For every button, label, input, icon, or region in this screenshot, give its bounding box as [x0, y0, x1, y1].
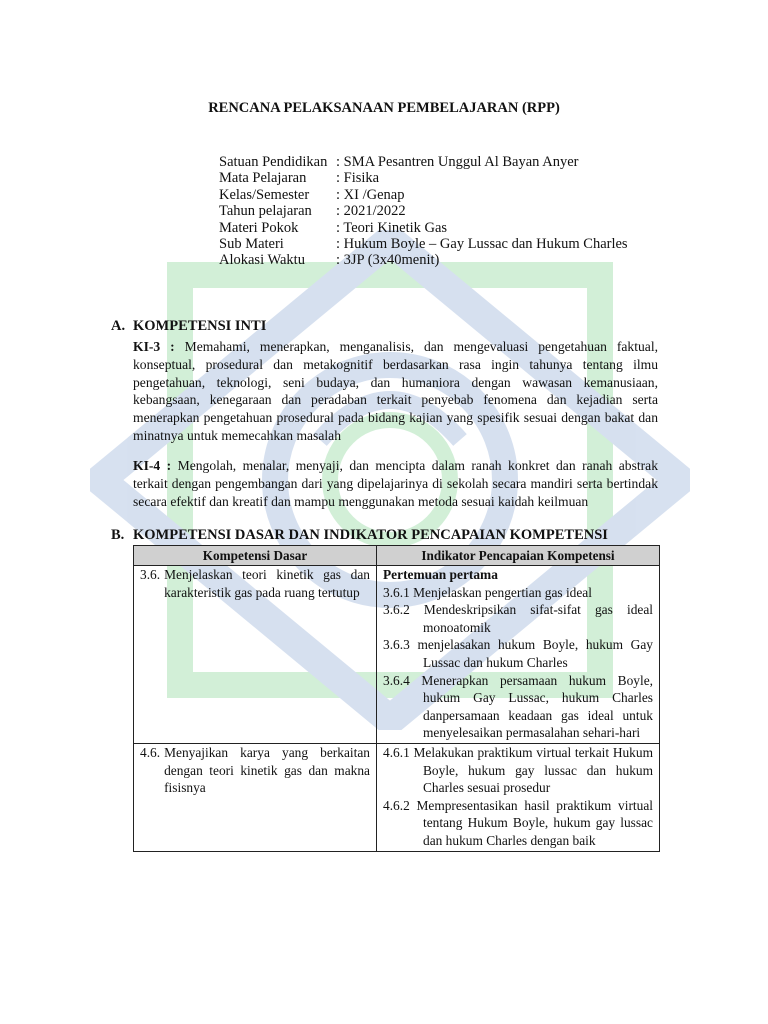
ki3-label: KI-3 :: [133, 339, 175, 354]
meta-value: : SMA Pesantren Unggul Al Bayan Anyer: [336, 154, 579, 170]
meta-value: : Teori Kinetik Gas: [336, 219, 448, 236]
kd-cell: [134, 566, 377, 744]
ki4-label: KI-4 :: [133, 458, 172, 473]
meta-row: [219, 203, 628, 219]
meeting-label: Pertemuan pertama: [383, 567, 498, 582]
meta-value: : Fisika: [336, 170, 380, 187]
meta-row: [219, 187, 628, 203]
meta-row: [219, 220, 628, 236]
indicator-item: 4.6.2 Mempresentasikan hasil praktikum virtual tentang Hukum Boyle, hukum gay lussac dan hukum Charles dengan baik: [383, 797, 653, 848]
indicator-item: 3.6.4 Menerapkan persamaan hukum Boyle, hukum Gay Lussac, hukum Charles danpersamaan keadaan gas ideal untuk menyelesaikan permasalahan sehari-hari: [383, 672, 653, 741]
kd-number: 4.6.: [140, 744, 161, 760]
kd-item: [140, 744, 370, 797]
kd-cell: [134, 743, 377, 851]
meta-value: : 3JP (3x40menit): [336, 252, 440, 269]
ki4-text: Mengolah, menalar, menyaji, dan mencipta dalam ranah konkret dan ranah abstrak terkait dengan pengembangan dari yang dipelajarinya di sekolah secara mandiri serta bertindak secara efektif dan kreatif dan mampu menggunakan metoda sesuai kaidah keilmuan: [133, 458, 658, 509]
meta-key: Alokasi Waktu: [219, 252, 305, 269]
section-a-heading: [111, 318, 266, 335]
meta-key: Kelas/Semester: [219, 186, 310, 203]
meta-row: [219, 236, 628, 252]
header-kompetensi-dasar: Kompetensi Dasar: [134, 546, 377, 566]
indicator-item: 3.6.2 Mendeskripsikan sifat-sifat gas ideal monoatomik: [383, 602, 653, 635]
ki3-paragraph: [133, 338, 658, 445]
meta-key: Materi Pokok: [219, 219, 299, 236]
indicator-item: 3.6.1 Menjelaskan pengertian gas ideal: [383, 584, 592, 600]
indicator-cell: [377, 566, 660, 744]
document-title: RENCANA PELAKSANAAN PEMBELAJARAN (RPP): [208, 100, 560, 116]
table-row: [134, 743, 660, 851]
kd-text: Menjelaskan teori kinetik gas dan karakteristik gas pada ruang tertutup: [164, 567, 370, 600]
section-b-heading: [111, 527, 608, 544]
section-title: KOMPETENSI DASAR DAN INDIKATOR PENCAPAIAN KOMPETENSI: [133, 527, 608, 543]
indicator-cell: [377, 743, 660, 851]
meta-key: Sub Materi: [219, 235, 284, 252]
indicator-item: 4.6.1 Melakukan praktikum virtual terkait Hukum Boyle, hukum gay lussac dan hukum Charles sesuai prosedur: [383, 744, 653, 796]
kd-number: 3.6.: [140, 567, 161, 582]
meta-value: : 2021/2022: [336, 203, 406, 220]
meta-key: Mata Pelajaran: [219, 170, 307, 187]
table-header-row: [134, 546, 660, 566]
meta-row: [219, 252, 628, 268]
meta-value: : XI /Genap: [336, 186, 405, 203]
meta-row: [219, 170, 628, 186]
meta-value: : Hukum Boyle – Gay Lussac dan Hukum Charles: [336, 235, 628, 252]
section-letter: B.: [111, 527, 125, 543]
section-title: KOMPETENSI INTI: [133, 318, 267, 334]
meta-key: Satuan Pendidikan: [219, 154, 328, 170]
table-row: [134, 566, 660, 744]
section-letter: A.: [111, 318, 126, 334]
meta-row: [219, 154, 628, 170]
meta-key: Tahun pelajaran: [219, 203, 312, 220]
kd-text: Menyajikan karya yang berkaitan dengan teori kinetik gas dan makna fisisnya: [164, 744, 370, 796]
ki3-text: Memahami, menerapkan, menganalisis, dan mengevaluasi pengetahuan faktual, konseptual, prosedural dan metakognitif berdasarkan rasa ingin tahunya tentang ilmu pengetahuan, teknologi, seni budaya, dan humaniora dengan wawasan kemanusiaan, kebangsaan, kenegaraan dan peradaban terkait penyebab fenomena dan kejadian serta menerapkan pengetahuan prosedural pada bidang kajian yang spesifik sesuai dengan bakat dan minatnya untuk memecahkan masalah: [133, 339, 658, 443]
header-indikator: Indikator Pencapaian Kompetensi: [377, 546, 660, 566]
identity-block: [219, 154, 628, 269]
competency-table: [133, 545, 660, 852]
indicator-item: 3.6.3 menjelasakan hukum Boyle, hukum Gay Lussac dan hukum Charles: [383, 637, 653, 670]
kd-item: [140, 566, 370, 601]
ki4-paragraph: [133, 457, 658, 510]
